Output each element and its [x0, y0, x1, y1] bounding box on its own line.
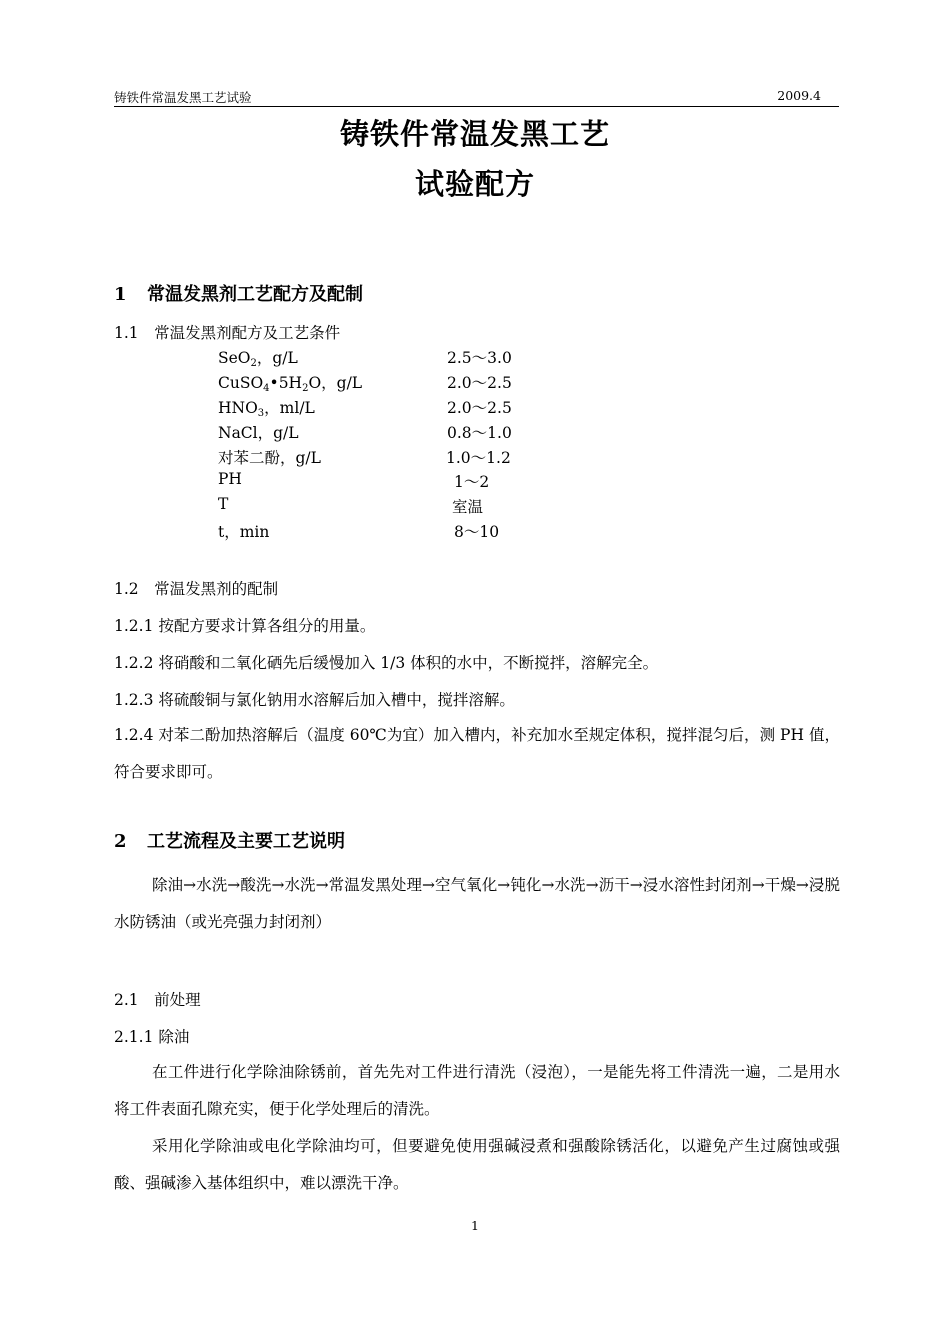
ingredient-name: NaCl，g/L — [218, 424, 299, 442]
formula-row — [218, 495, 618, 519]
section-title: 常温发黑剂工艺配方及配制 — [147, 284, 363, 305]
process-flow: 除油→水洗→酸洗→水洗→常温发黑处理→空气氧化→钝化→水洗→沥干→浸水溶性封闭剂→干燥→浸脱水防锈油（或光亮强力封闭剂） — [114, 876, 840, 931]
ingredient-name: SeO$_2$，g/L — [218, 349, 298, 369]
paragraph-degreasing: 采用化学除油或电化学除油均可，但要避免使用强碱浸煮和强酸除锈活化，以避免产生过腐蚀或强酸、强碱渗入基体组织中，难以漂洗干净。 — [114, 1137, 840, 1192]
subsection-1-2: 1.2 常温发黑剂的配制 — [114, 580, 279, 598]
section-2-heading — [114, 827, 345, 853]
step-1-2-1: 1.2.1 按配方要求计算各组分的用量。 — [114, 617, 376, 635]
formula-row — [218, 470, 618, 494]
section-number: 1 — [114, 284, 127, 305]
section-1-heading — [114, 280, 363, 306]
formula-row — [218, 346, 618, 370]
ingredient-value: 2.0～2.5 — [447, 374, 512, 392]
step-1-2-3: 1.2.3 将硫酸铜与氯化钠用水溶解后加入槽中，搅拌溶解。 — [114, 691, 515, 709]
ingredient-name: $CuSO_4•5H_2O$，g/L — [218, 374, 363, 394]
formula-row — [218, 446, 618, 470]
condition-value: 室温 — [452, 498, 484, 516]
document-title-line-2: 试验配方 — [414, 167, 535, 201]
condition-value: 1～2 — [454, 473, 490, 491]
step-1-2-2: 1.2.2 将硝酸和二氧化硒先后缓慢加入 1/3 体积的水中，不断搅拌，溶解完全。 — [114, 654, 659, 672]
ingredient-name: $HNO_3$，ml/L — [218, 399, 315, 419]
condition-name: t，min — [218, 523, 270, 541]
running-header — [114, 88, 839, 107]
document-title-line-1: 铸铁件常温发黑工艺 — [339, 117, 610, 151]
ingredient-value: 1.0～1.2 — [446, 449, 511, 467]
formula-row — [218, 520, 618, 544]
subsection-1-1: 1.1 常温发黑剂配方及工艺条件 — [114, 324, 341, 342]
ingredient-value: 0.8～1.0 — [447, 424, 512, 442]
formula-row — [218, 371, 618, 395]
formula-row — [218, 396, 618, 420]
header-date: 2009.4 — [777, 88, 821, 103]
subsection-2-1: 2.1 前处理 — [114, 991, 201, 1009]
section-number: 2 — [114, 831, 127, 852]
subsection-2-1-1: 2.1.1 除油 — [114, 1028, 190, 1046]
formula-row — [218, 421, 618, 445]
paragraph-cleaning: 在工件进行化学除油除锈前，首先先对工件进行清洗（浸泡），一是能先将工件清洗一遍，二是用水将工件表面孔隙充实，便于化学处理后的清洗。 — [114, 1063, 840, 1118]
ingredient-name: 对苯二酚，g/L — [218, 449, 321, 467]
condition-value: 8～10 — [454, 523, 500, 541]
ingredient-value: 2.5～3.0 — [447, 349, 512, 367]
ingredient-value: 2.0～2.5 — [447, 399, 512, 417]
condition-name: PH — [218, 470, 242, 488]
page-number: 1 — [471, 1218, 479, 1233]
section-title: 工艺流程及主要工艺说明 — [147, 831, 345, 852]
condition-name: T — [218, 495, 229, 513]
header-title: 铸铁件常温发黑工艺试验 — [114, 90, 252, 105]
step-1-2-4: 1.2.4 对苯二酚加热溶解后（温度 60℃为宜）加入槽内，补充加水至规定体积，搅拌混匀后，测 PH 值，符合要求即可。 — [114, 726, 840, 781]
